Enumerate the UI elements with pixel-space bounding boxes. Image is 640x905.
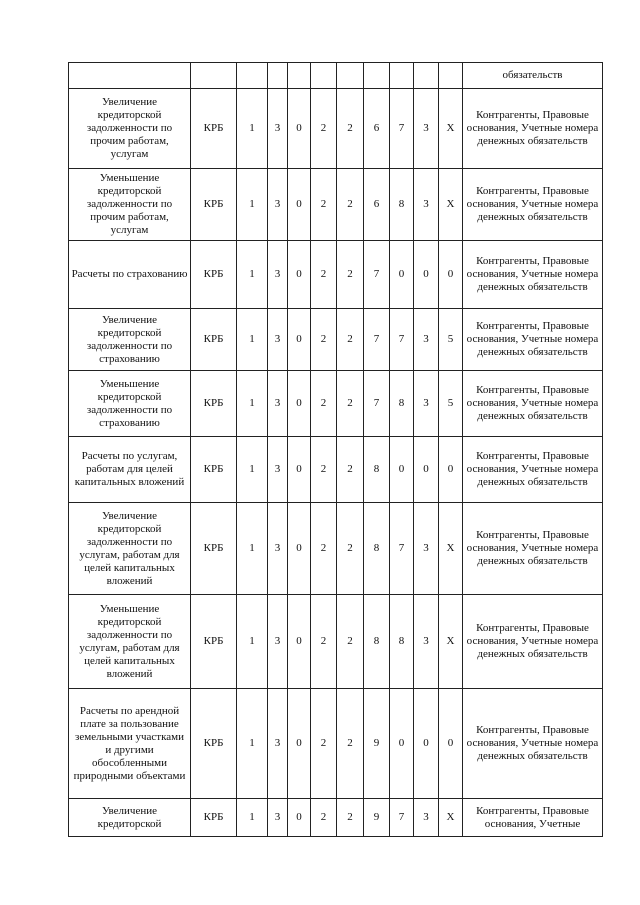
account-digit-cell: 3 <box>414 503 439 595</box>
kind-cell: КРБ <box>191 89 237 169</box>
account-name-cell: Уменьшение кредиторской задолженности по услугам, работам для целей капитальных вложений <box>69 595 191 689</box>
account-digit-cell: 2 <box>311 503 337 595</box>
account-digit-cell: 8 <box>390 595 414 689</box>
account-digit-cell: 2 <box>337 595 364 689</box>
analytics-cell: обязательств <box>463 63 603 89</box>
account-digit-cell: 2 <box>311 169 337 241</box>
name-cell <box>69 63 191 89</box>
account-digit-cell: 3 <box>268 371 288 437</box>
account-digit-cell: 0 <box>288 595 311 689</box>
digit-cell <box>311 63 337 89</box>
account-digit-cell: 3 <box>414 89 439 169</box>
digit-cell <box>439 63 463 89</box>
account-digit-cell: 3 <box>268 799 288 837</box>
account-digit-cell: 2 <box>337 241 364 309</box>
analytics-cell: Контрагенты, Правовые основания, Учетные номера денежных обязательств <box>463 309 603 371</box>
account-digit-cell: 3 <box>268 595 288 689</box>
account-digit-cell: 2 <box>337 169 364 241</box>
digit-cell <box>390 63 414 89</box>
account-digit-cell: 9 <box>364 689 390 799</box>
account-digit-cell: 8 <box>364 595 390 689</box>
account-digit-cell: 1 <box>237 799 268 837</box>
account-digit-cell: 7 <box>390 503 414 595</box>
kind-cell: КРБ <box>191 309 237 371</box>
table-row <box>69 799 603 837</box>
account-digit-cell: 1 <box>237 503 268 595</box>
account-digit-cell: 8 <box>364 503 390 595</box>
account-digit-cell: 2 <box>337 689 364 799</box>
account-digit-cell: 3 <box>414 371 439 437</box>
account-digit-cell: 0 <box>414 241 439 309</box>
table-row <box>69 89 603 169</box>
account-digit-cell: 0 <box>414 689 439 799</box>
account-digit-cell: 7 <box>390 309 414 371</box>
account-digit-cell: X <box>439 799 463 837</box>
account-digit-cell: 3 <box>268 241 288 309</box>
table-row <box>69 371 603 437</box>
analytics-cell: Контрагенты, Правовые основания, Учетные номера денежных обязательств <box>463 503 603 595</box>
account-digit-cell: 3 <box>268 503 288 595</box>
account-digit-cell: 0 <box>390 241 414 309</box>
account-digit-cell: 0 <box>390 689 414 799</box>
kind-cell: КРБ <box>191 503 237 595</box>
account-digit-cell: 5 <box>439 309 463 371</box>
account-digit-cell: 3 <box>268 169 288 241</box>
account-digit-cell: 2 <box>337 503 364 595</box>
digit-cell <box>364 63 390 89</box>
account-name-cell: Расчеты по страхованию <box>69 241 191 309</box>
table-body <box>69 63 603 837</box>
kind-cell: КРБ <box>191 595 237 689</box>
account-name-cell: Расчеты по услугам, работам для целей капитальных вложений <box>69 437 191 503</box>
digit-cell <box>414 63 439 89</box>
account-digit-cell: 8 <box>390 371 414 437</box>
account-digit-cell: X <box>439 169 463 241</box>
digit-cell <box>268 63 288 89</box>
account-digit-cell: 1 <box>237 689 268 799</box>
account-name-cell: Уменьшение кредиторской задолженности по страхованию <box>69 371 191 437</box>
analytics-cell: Контрагенты, Правовые основания, Учетные номера денежных обязательств <box>463 595 603 689</box>
account-digit-cell: 0 <box>288 371 311 437</box>
analytics-cell: Контрагенты, Правовые основания, Учетные номера денежных обязательств <box>463 437 603 503</box>
analytics-cell: Контрагенты, Правовые основания, Учетные номера денежных обязательств <box>463 689 603 799</box>
account-digit-cell: 2 <box>311 89 337 169</box>
account-digit-cell: 7 <box>364 241 390 309</box>
account-digit-cell: 3 <box>268 89 288 169</box>
accounts-table <box>68 62 603 837</box>
account-digit-cell: 7 <box>364 371 390 437</box>
digit-cell <box>237 63 268 89</box>
kind-cell: КРБ <box>191 169 237 241</box>
account-digit-cell: 2 <box>311 241 337 309</box>
account-digit-cell: 8 <box>364 437 390 503</box>
account-digit-cell: 2 <box>311 689 337 799</box>
account-digit-cell: 2 <box>311 309 337 371</box>
analytics-cell: Контрагенты, Правовые основания, Учетные номера денежных обязательств <box>463 241 603 309</box>
account-digit-cell: 1 <box>237 595 268 689</box>
account-name-cell: Увеличение кредиторской задолженности по услугам, работам для целей капитальных вложений <box>69 503 191 595</box>
account-digit-cell: 0 <box>288 309 311 371</box>
account-name-cell: Уменьшение кредиторской задолженности по прочим работам, услугам <box>69 169 191 241</box>
kind-cell: КРБ <box>191 799 237 837</box>
account-digit-cell: 2 <box>311 595 337 689</box>
account-digit-cell: 6 <box>364 89 390 169</box>
account-digit-cell: 0 <box>288 503 311 595</box>
kind-cell: КРБ <box>191 437 237 503</box>
account-digit-cell: X <box>439 89 463 169</box>
account-digit-cell: 0 <box>288 437 311 503</box>
account-digit-cell: 2 <box>337 371 364 437</box>
account-digit-cell: 0 <box>390 437 414 503</box>
account-digit-cell: 2 <box>311 799 337 837</box>
account-digit-cell: 1 <box>237 437 268 503</box>
account-digit-cell: 7 <box>390 89 414 169</box>
account-name-cell: Расчеты по арендной плате за пользование земельными участками и другими обособленными природными объектами <box>69 689 191 799</box>
account-digit-cell: 0 <box>288 689 311 799</box>
account-digit-cell: 1 <box>237 89 268 169</box>
account-digit-cell: 0 <box>288 169 311 241</box>
account-digit-cell: 2 <box>337 437 364 503</box>
account-name-cell: Увеличение кредиторской задолженности по страхованию <box>69 309 191 371</box>
account-digit-cell: 0 <box>288 241 311 309</box>
table-row <box>69 169 603 241</box>
table-row-continued <box>69 63 603 89</box>
account-digit-cell: 7 <box>364 309 390 371</box>
account-digit-cell: 7 <box>390 799 414 837</box>
account-digit-cell: 1 <box>237 309 268 371</box>
account-digit-cell: 3 <box>414 309 439 371</box>
account-digit-cell: 1 <box>237 371 268 437</box>
kind-cell: КРБ <box>191 689 237 799</box>
table-row <box>69 437 603 503</box>
account-digit-cell: 0 <box>439 437 463 503</box>
account-name-cell: Увеличение кредиторской задолженности по прочим работам, услугам <box>69 89 191 169</box>
account-digit-cell: 0 <box>414 437 439 503</box>
account-digit-cell: 2 <box>311 437 337 503</box>
account-digit-cell: 3 <box>414 169 439 241</box>
table-row <box>69 309 603 371</box>
account-digit-cell: 0 <box>288 799 311 837</box>
account-digit-cell: 8 <box>390 169 414 241</box>
account-digit-cell: 3 <box>268 437 288 503</box>
kind-cell: КРБ <box>191 371 237 437</box>
table-row <box>69 503 603 595</box>
account-digit-cell: 0 <box>288 89 311 169</box>
account-digit-cell: 2 <box>337 89 364 169</box>
account-digit-cell: 2 <box>311 371 337 437</box>
account-digit-cell: 3 <box>414 595 439 689</box>
account-digit-cell: X <box>439 595 463 689</box>
table-row <box>69 595 603 689</box>
digit-cell <box>337 63 364 89</box>
analytics-cell: Контрагенты, Правовые основания, Учетные номера денежных обязательств <box>463 169 603 241</box>
kind-cell: КРБ <box>191 241 237 309</box>
account-digit-cell: X <box>439 503 463 595</box>
table-row <box>69 241 603 309</box>
account-digit-cell: 2 <box>337 799 364 837</box>
account-digit-cell: 2 <box>337 309 364 371</box>
account-digit-cell: 1 <box>237 241 268 309</box>
kind-cell <box>191 63 237 89</box>
analytics-cell: Контрагенты, Правовые основания, Учетные номера денежных обязательств <box>463 89 603 169</box>
account-digit-cell: 0 <box>439 241 463 309</box>
account-digit-cell: 0 <box>439 689 463 799</box>
account-digit-cell: 9 <box>364 799 390 837</box>
account-digit-cell: 3 <box>268 309 288 371</box>
analytics-cell: Контрагенты, Правовые основания, Учетные <box>463 799 603 837</box>
account-name-cell: Увеличение кредиторской <box>69 799 191 837</box>
table-row <box>69 689 603 799</box>
account-digit-cell: 5 <box>439 371 463 437</box>
account-digit-cell: 3 <box>268 689 288 799</box>
analytics-cell: Контрагенты, Правовые основания, Учетные номера денежных обязательств <box>463 371 603 437</box>
account-digit-cell: 3 <box>414 799 439 837</box>
account-digit-cell: 6 <box>364 169 390 241</box>
account-digit-cell: 1 <box>237 169 268 241</box>
digit-cell <box>288 63 311 89</box>
